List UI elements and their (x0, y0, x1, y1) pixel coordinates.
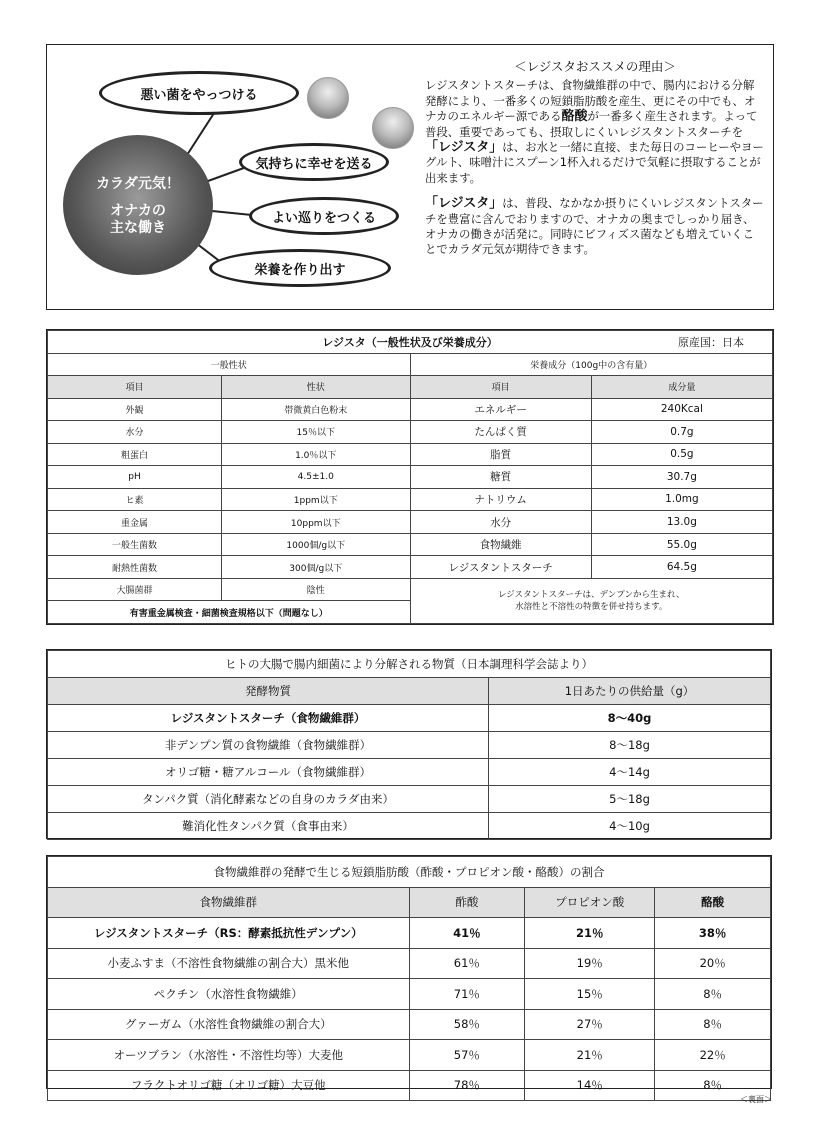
scfa-title: 食物繊維群の発酵で生じる短鎖脂肪酸（酢酸・プロピオン酸・酪酸）の割合 (48, 857, 771, 888)
right-section-header: 栄養成分（100g中の含有量） (410, 353, 773, 376)
table-row: 水分 15％以下 たんぱく質 0.7g (48, 421, 773, 444)
col-item-left: 項目 (48, 376, 222, 399)
table-row: オーツブラン（水溶性・不溶性均等）大麦他 57％ 21％ 22％ (48, 1040, 771, 1071)
col-item-right: 項目 (410, 376, 591, 399)
table-row (48, 578, 773, 601)
fermentation-table (46, 649, 772, 839)
col-supply: 1日あたりの供給量（g） (489, 678, 771, 705)
ferment-title: ヒトの大腸で腸内細菌により分解される物質（日本調理科学会誌より） (48, 651, 771, 678)
table-row: 難消化性タンパク質（食事由来） 4〜10g (48, 813, 771, 840)
table-row: 耐熱性菌数 300個/g以下 レジスタントスターチ 64.5g (48, 556, 773, 579)
belly-illustration (63, 135, 213, 275)
page-footer: ＜裏面＞ (740, 1095, 772, 1104)
spec-title-row (48, 331, 773, 354)
table-row: 重金属 10ppm以下 水分 13.0g (48, 511, 773, 534)
coliform-label: 大腸菌群 (48, 578, 222, 601)
recommendation-panel (46, 44, 774, 310)
rs-note: レジスタントスターチは、デンプンから生まれ、 水溶性と不溶性の特徴を併せ持ちます。 (410, 578, 773, 623)
reason-title: ＜レジスタおススメの理由＞ (514, 59, 676, 74)
table-row: 粗蛋白 1.0％以下 脂質 0.5g (48, 443, 773, 466)
table-row: 一般生菌数 1000個/g以下 食物繊維 55.0g (48, 533, 773, 556)
oval-happiness: 気持ちに幸せを送る (239, 143, 389, 181)
body-title: カラダ元気！ (96, 176, 180, 192)
body-sub-1: オナカの (110, 203, 166, 219)
col-amount: 成分量 (591, 376, 772, 399)
table-row: ペクチン（水溶性食物繊維） 71％ 15％ 8％ (48, 979, 771, 1010)
table-row: レジスタントスターチ（食物繊維群） 8〜40g (48, 705, 771, 732)
person-photo-2 (372, 107, 414, 149)
reason-paragraph-1: レジスタントスターチは、食物繊維群の中で、腸内における分解発酵により、一番多くの短鎖脂肪酸を産生、更にその中でも、オナカのエネルギー源である酪酸が一番多く産生されます。よって普段、重要であっても、摂取しにくいレジスタントスターチを「レジスタ」は、お水と一緒に直接、また毎日のコーヒーやヨーグルト、味噌汁にスプーン1杯入れるだけで気軽に摂取することが出来ます。 (425, 78, 764, 185)
person-photo-1 (307, 77, 349, 119)
coliform-value: 陰性 (222, 578, 411, 601)
table-row: pH 4.5±1.0 糖質 30.7g (48, 466, 773, 489)
left-section-header: 一般性状 (48, 353, 411, 376)
col-substance: 発酵物質 (48, 678, 489, 705)
spec-title: レジスタ（一般性状及び栄養成分） (322, 335, 498, 349)
col-propionic: プロピオン酸 (525, 887, 655, 918)
body-sub-2: 主な働き (110, 220, 166, 236)
col-property: 性状 (222, 376, 411, 399)
oval-circulation: よい巡りをつくる (249, 197, 399, 235)
scfa-table (46, 855, 772, 1093)
table-row: タンパク質（消化酵素などの自身のカラダ由来） 5〜18g (48, 786, 771, 813)
table-row: ヒ素 1ppm以下 ナトリウム 1.0mg (48, 488, 773, 511)
table-row: グァーガム（水溶性食物繊維の割合大） 58％ 27％ 8％ (48, 1009, 771, 1040)
reason-text (425, 59, 765, 258)
table-row: 外観 帯微黄白色粉末 エネルギー 240Kcal (48, 398, 773, 421)
oval-bad-bacteria: 悪い菌をやっつける (99, 71, 299, 115)
oval-nutrition: 栄養を作り出す (209, 249, 391, 287)
spec-origin: 原産国：日本 (678, 335, 744, 349)
reason-paragraph-2: 「レジスタ」は、普段、なかなか摂りにくいレジスタントスターチを豊富に含んでおりますので、オナカの奥までしっかり届き、オナカの働きが活発に。同時にビフィズス菌なども増えていくことでカラダ元気が期待できます。 (425, 196, 764, 257)
table-row: 小麦ふすま（不溶性食物繊維の割合大）黒米他 61％ 19％ 20％ (48, 948, 771, 979)
col-acetic: 酢酸 (409, 887, 525, 918)
table-row: オリゴ糖・糖アルコール（食物繊維群） 4〜14g (48, 759, 771, 786)
table-row: レジスタントスターチ（RS：酵素抵抗性デンプン） 41％ 21％ 38％ (48, 918, 771, 949)
table-row: フラクトオリゴ糖（オリゴ糖）大豆他 78％ 14％ 8％ (48, 1070, 771, 1101)
col-fiber: 食物繊維群 (48, 887, 410, 918)
col-butyric: 酪酸 (655, 887, 771, 918)
spec-table (46, 329, 774, 625)
safety-row: 有害重金属検査・細菌検査規格以下（問題なし） (48, 601, 411, 624)
table-row: 非デンプン質の食物繊維（食物繊維群） 8〜18g (48, 732, 771, 759)
